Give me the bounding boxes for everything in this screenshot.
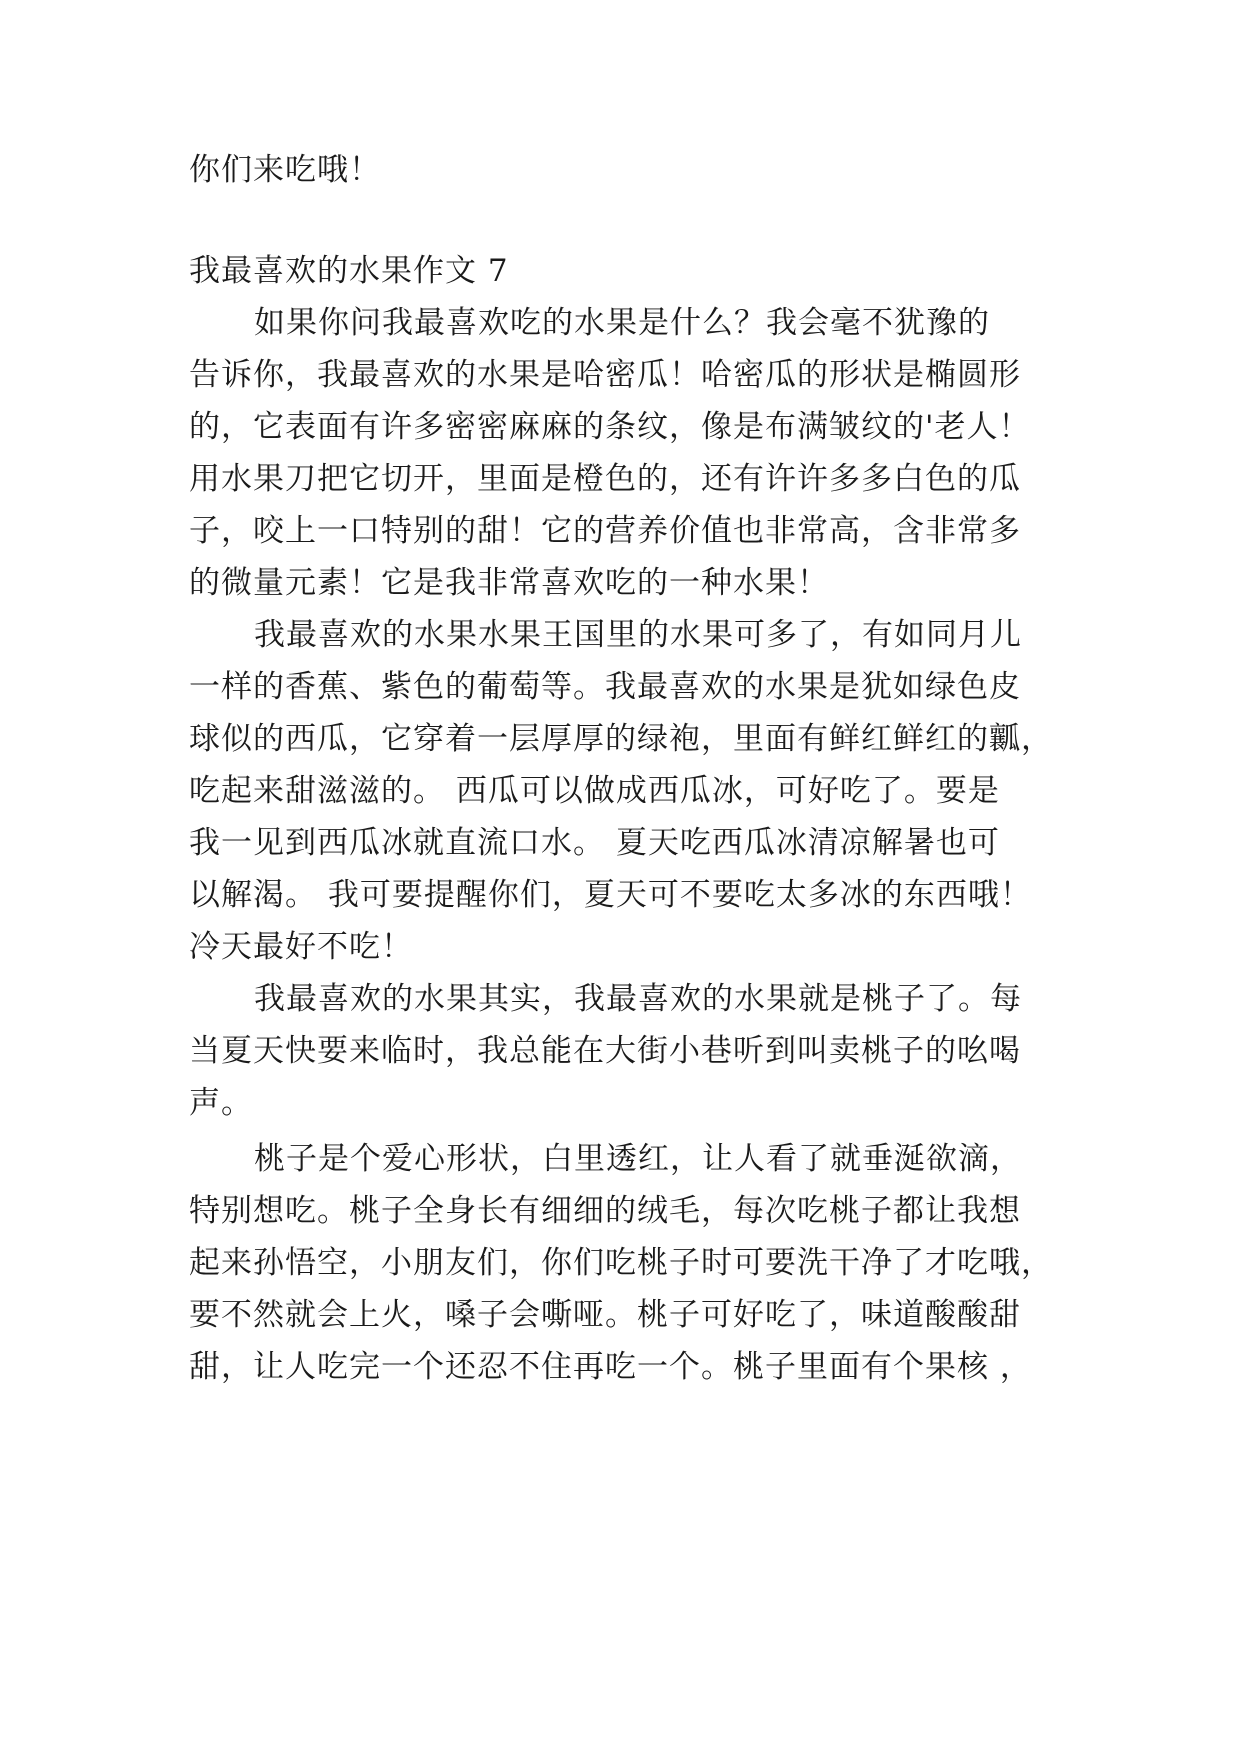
text-line: 的，它表面有许多密密麻麻的条纹，像是布满皱纹的'老人！ xyxy=(189,409,1031,445)
text-line: 当夏天快要来临时，我总能在大街小巷听到叫卖桃子的吆喝 xyxy=(189,1033,1021,1069)
text-line: 我一见到西瓜冰就直流口水。 夏天吃西瓜冰清凉解暑也可 xyxy=(189,825,1000,861)
essay-heading: 我最喜欢的水果作文 7 xyxy=(189,253,509,289)
text-line: 吃起来甜滋滋的。 西瓜可以做成西瓜冰，可好吃了。要是 xyxy=(189,773,1000,809)
lead-line: 你们来吃哦！ xyxy=(189,152,381,188)
text-line: 我最喜欢的水果水果王国里的水果可多了，有如同月儿 xyxy=(254,617,1022,653)
text-line: 一样的香蕉、紫色的葡萄等。我最喜欢的水果是犹如绿色皮 xyxy=(189,669,1021,705)
text-line: 冷天最好不吃！ xyxy=(189,929,413,965)
text-line: 特别想吃。桃子全身长有细细的绒毛，每次吃桃子都让我想 xyxy=(189,1193,1021,1229)
text-line: 以解渴。 我可要提醒你们，夏天可不要吃太多冰的东西哦！ xyxy=(189,877,1032,913)
text-line: 子，咬上一口特别的甜！它的营养价值也非常高，含非常多 xyxy=(189,513,1021,549)
text-line: 声。 xyxy=(189,1085,253,1121)
text-line: 的微量元素！它是我非常喜欢吃的一种水果！ xyxy=(189,565,829,601)
text-line: 要不然就会上火，嗓子会嘶哑。桃子可好吃了，味道酸酸甜 xyxy=(189,1297,1021,1333)
text-line: 如果你问我最喜欢吃的水果是什么？我会毫不犹豫的 xyxy=(254,305,990,341)
text-line: 告诉你，我最喜欢的水果是哈密瓜！哈密瓜的形状是椭圆形 xyxy=(189,357,1021,393)
text-line: 桃子是个爱心形状，白里透红，让人看了就垂涎欲滴， xyxy=(254,1141,1022,1177)
text-line: 球似的西瓜，它穿着一层厚厚的绿袍，里面有鲜红鲜红的瓤， xyxy=(189,721,1053,757)
text-line: 我最喜欢的水果其实，我最喜欢的水果就是桃子了。每 xyxy=(254,981,1022,1017)
text-line: 甜，让人吃完一个还忍不住再吃一个。桃子里面有个果核 ， xyxy=(189,1349,1032,1385)
text-line: 用水果刀把它切开，里面是橙色的，还有许许多多白色的瓜 xyxy=(189,461,1021,497)
text-line: 起来孙悟空，小朋友们，你们吃桃子时可要洗干净了才吃哦， xyxy=(189,1245,1053,1281)
